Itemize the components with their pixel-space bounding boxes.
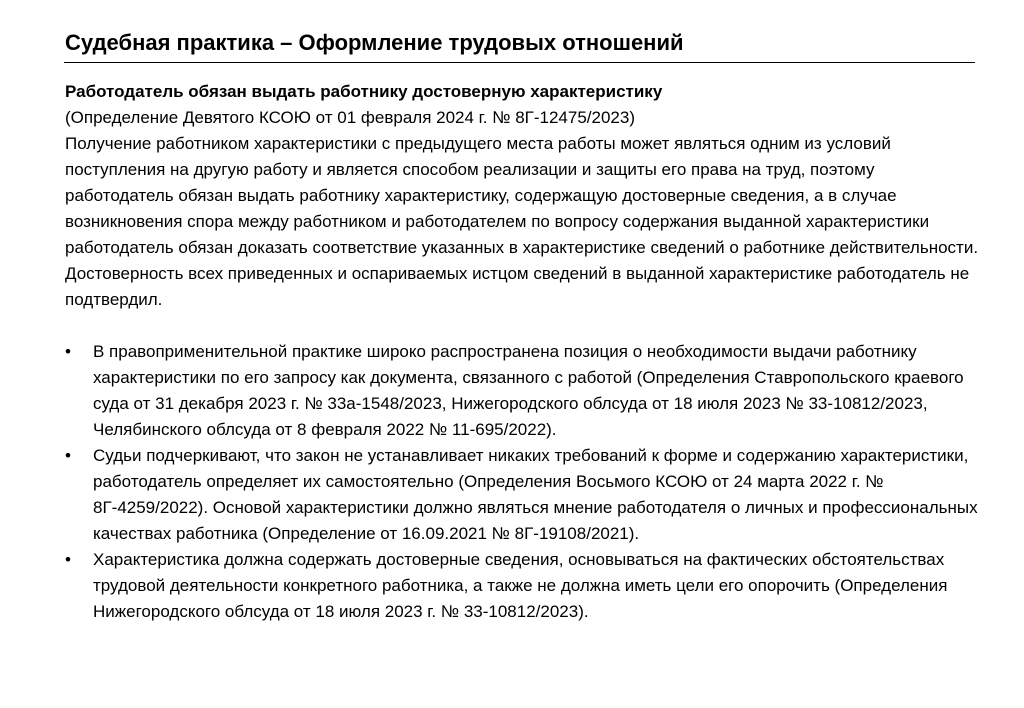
slide-title: Судебная практика – Оформление трудовых отношений: [65, 30, 684, 55]
case-heading: Работодатель обязан выдать работнику достоверную характеристику: [65, 82, 663, 101]
title-divider: [64, 62, 975, 63]
bullet-text: Судьи подчеркивают, что закон не устанавливает никаких требований к форме и содержанию характеристики, работодатель определяет их самостоятельно (Определения Восьмого КСОЮ от 24 марта 2022 г. № 8Г-4259/2022). Основой характеристики должно являться мнение работодателя о личных и профессиональных качествах работника (Определение от 16.09.2021 № 8Г-19108/2021).: [93, 446, 978, 543]
bullet-text: Характеристика должна содержать достоверные сведения, основываться на фактических обстоятельствах трудовой деятельности конкретного работника, а также не должна иметь цели его опорочить (Определения Нижегородского облсуда от 18 июля 2023 г. № 33-10812/2023).: [93, 550, 948, 621]
bullet-item: [65, 339, 985, 443]
case-body: Получение работником характеристики с предыдущего места работы может являться одним из условий поступления на другую работу и является способом реализации и защиты его права на труд, поэтому работодатель обязан выдать работнику характеристику, содержащую достоверные сведения, а в случае возникновения спора между работником и работодателем по вопросу содержания выданной характеристики работодатель обязан доказать соответствие указанных в характеристике сведений о работнике действительности. Достоверность всех приведенных и оспариваемых истцом сведений в выданной характеристике работодатель не подтвердил.: [65, 134, 979, 309]
slide-content: [65, 79, 985, 625]
case-reference: (Определение Девятого КСОЮ от 01 февраля 2024 г. № 8Г-12475/2023): [65, 108, 635, 127]
bullet-icon: •: [65, 342, 71, 361]
bullet-item: [65, 547, 985, 625]
bullet-text: В правоприменительной практике широко распространена позиция о необходимости выдачи работнику характеристики по его запросу как документа, связанного с работой (Определения Ставропольского краевого суда от 31 декабря 2023 г. № 33а-1548/2023, Нижегородского облсуда от 18 июля 2023 № 33-10812/2023, Челябинского облсуда от 8 февраля 2022 № 11-695/2022).: [93, 342, 964, 439]
bullet-list: [65, 339, 985, 625]
bullet-icon: •: [65, 446, 71, 465]
bullet-item: [65, 443, 985, 547]
bullet-icon: •: [65, 550, 71, 569]
